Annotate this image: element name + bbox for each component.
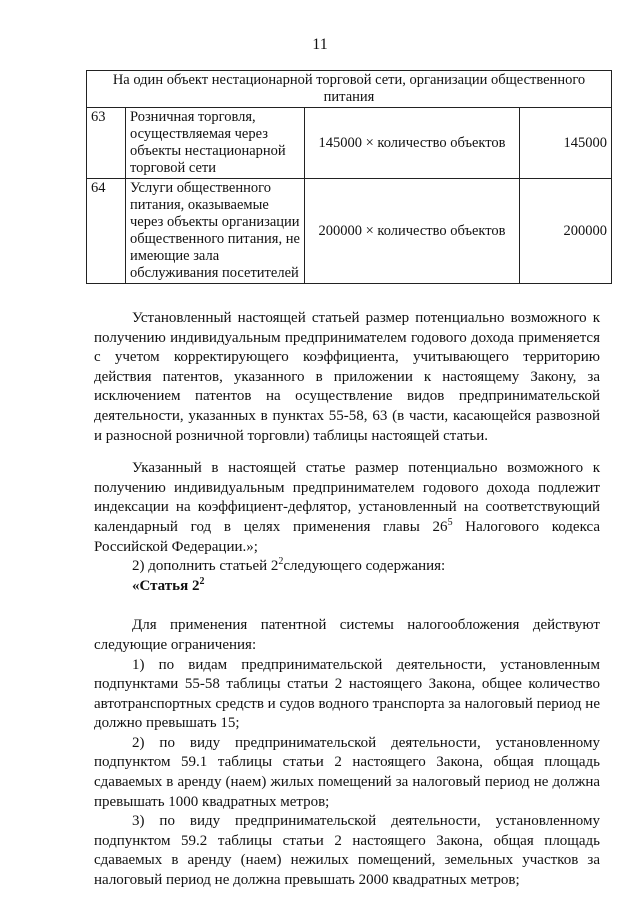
blank-line: [94, 596, 600, 616]
table-section-row: [87, 71, 612, 108]
table-row: [87, 179, 612, 284]
indexation-text-end: Налогового кодекса Российской Федерации.»;: [94, 518, 600, 555]
paragraph-income-coefficient: Установленный настоящей статьей размер потенциально возможного к получению индивидуальным предпринимателем годового дохода применяется с учетом корректирующего коэффициента, учитывающего территорию действия патентов, указанного в приложении к настоящему Закону, за исключением патентов на осуществление видов предпринимательской деятельности, указанных в пунктах 55-58, 63 (в части, касающейся развозной и разносной розничной торговли) таблицы настоящей статьи.: [94, 310, 600, 444]
paragraph-amendment: [94, 557, 600, 577]
paragraph-restrictions-intro: Для применения патентной системы налогообложения действуют следующие ограничения:: [94, 617, 600, 653]
row-number: 64: [87, 179, 126, 284]
restriction-item-3: 3) по виду предпринимательской деятельности, установленному подпунктом 59.2 таблицы статьи 2 настоящего Закона, общая площадь сдаваемых в аренду (наем) нежилых помещений, земельных участков за налоговый период не должна превышать 2000 квадратных метров;: [94, 813, 600, 889]
amendment-text-end: следующего содержания:: [283, 558, 446, 575]
table-section-heading: На один объект нестационарной торговой сети, организации общественного питания: [87, 71, 612, 108]
article-heading-superscript: 2: [199, 575, 205, 587]
article-heading: [94, 577, 600, 597]
row-formula: 145000 × количество объектов: [305, 108, 520, 179]
chapter-superscript: 5: [447, 516, 453, 528]
restriction-item-1: 1) по видам предпринимательской деятельности, установленным подпунктами 55-58 таблицы статьи 2 настоящего Закона, общее количество автотранспортных средств и судов водного транспорта за налоговый период не должно превышать 15;: [94, 656, 600, 732]
restriction-item-2: 2) по виду предпринимательской деятельности, установленному подпунктом 59.1 таблицы статьи 2 настоящего Закона, общая площадь сдаваемых в аренду (наем) жилых помещений за налоговый период не должна превышать 1000 квадратных метров;: [94, 734, 600, 810]
document-body: [94, 309, 600, 891]
indexation-text: Указанный в настоящей статье размер потенциально возможного к получению индивидуальным предпринимателем годового дохода подлежит индексации на коэффициент-дефлятор, установленный на соответствующий календарный год в целях применения главы 26: [94, 460, 600, 535]
paragraph-indexation: [94, 459, 600, 557]
row-amount: 145000: [520, 108, 612, 179]
row-description: Розничная торговля, осуществляемая через объекты нестационарной торговой сети: [126, 108, 305, 179]
amendment-text: 2) дополнить статьей 2: [132, 558, 279, 575]
tax-rate-table: [86, 70, 612, 284]
row-number: 63: [87, 108, 126, 179]
table-row: [87, 108, 612, 179]
row-formula: 200000 × количество объектов: [305, 179, 520, 284]
article-heading-text: «Статья 2: [132, 577, 200, 594]
row-amount: 200000: [520, 179, 612, 284]
row-description: Услуги общественного питания, оказываемые через объекты организации общественного питания, не имеющие зала обслуживания посетителей: [126, 179, 305, 284]
page-number: 11: [312, 36, 328, 53]
article-superscript: 2: [278, 556, 284, 568]
